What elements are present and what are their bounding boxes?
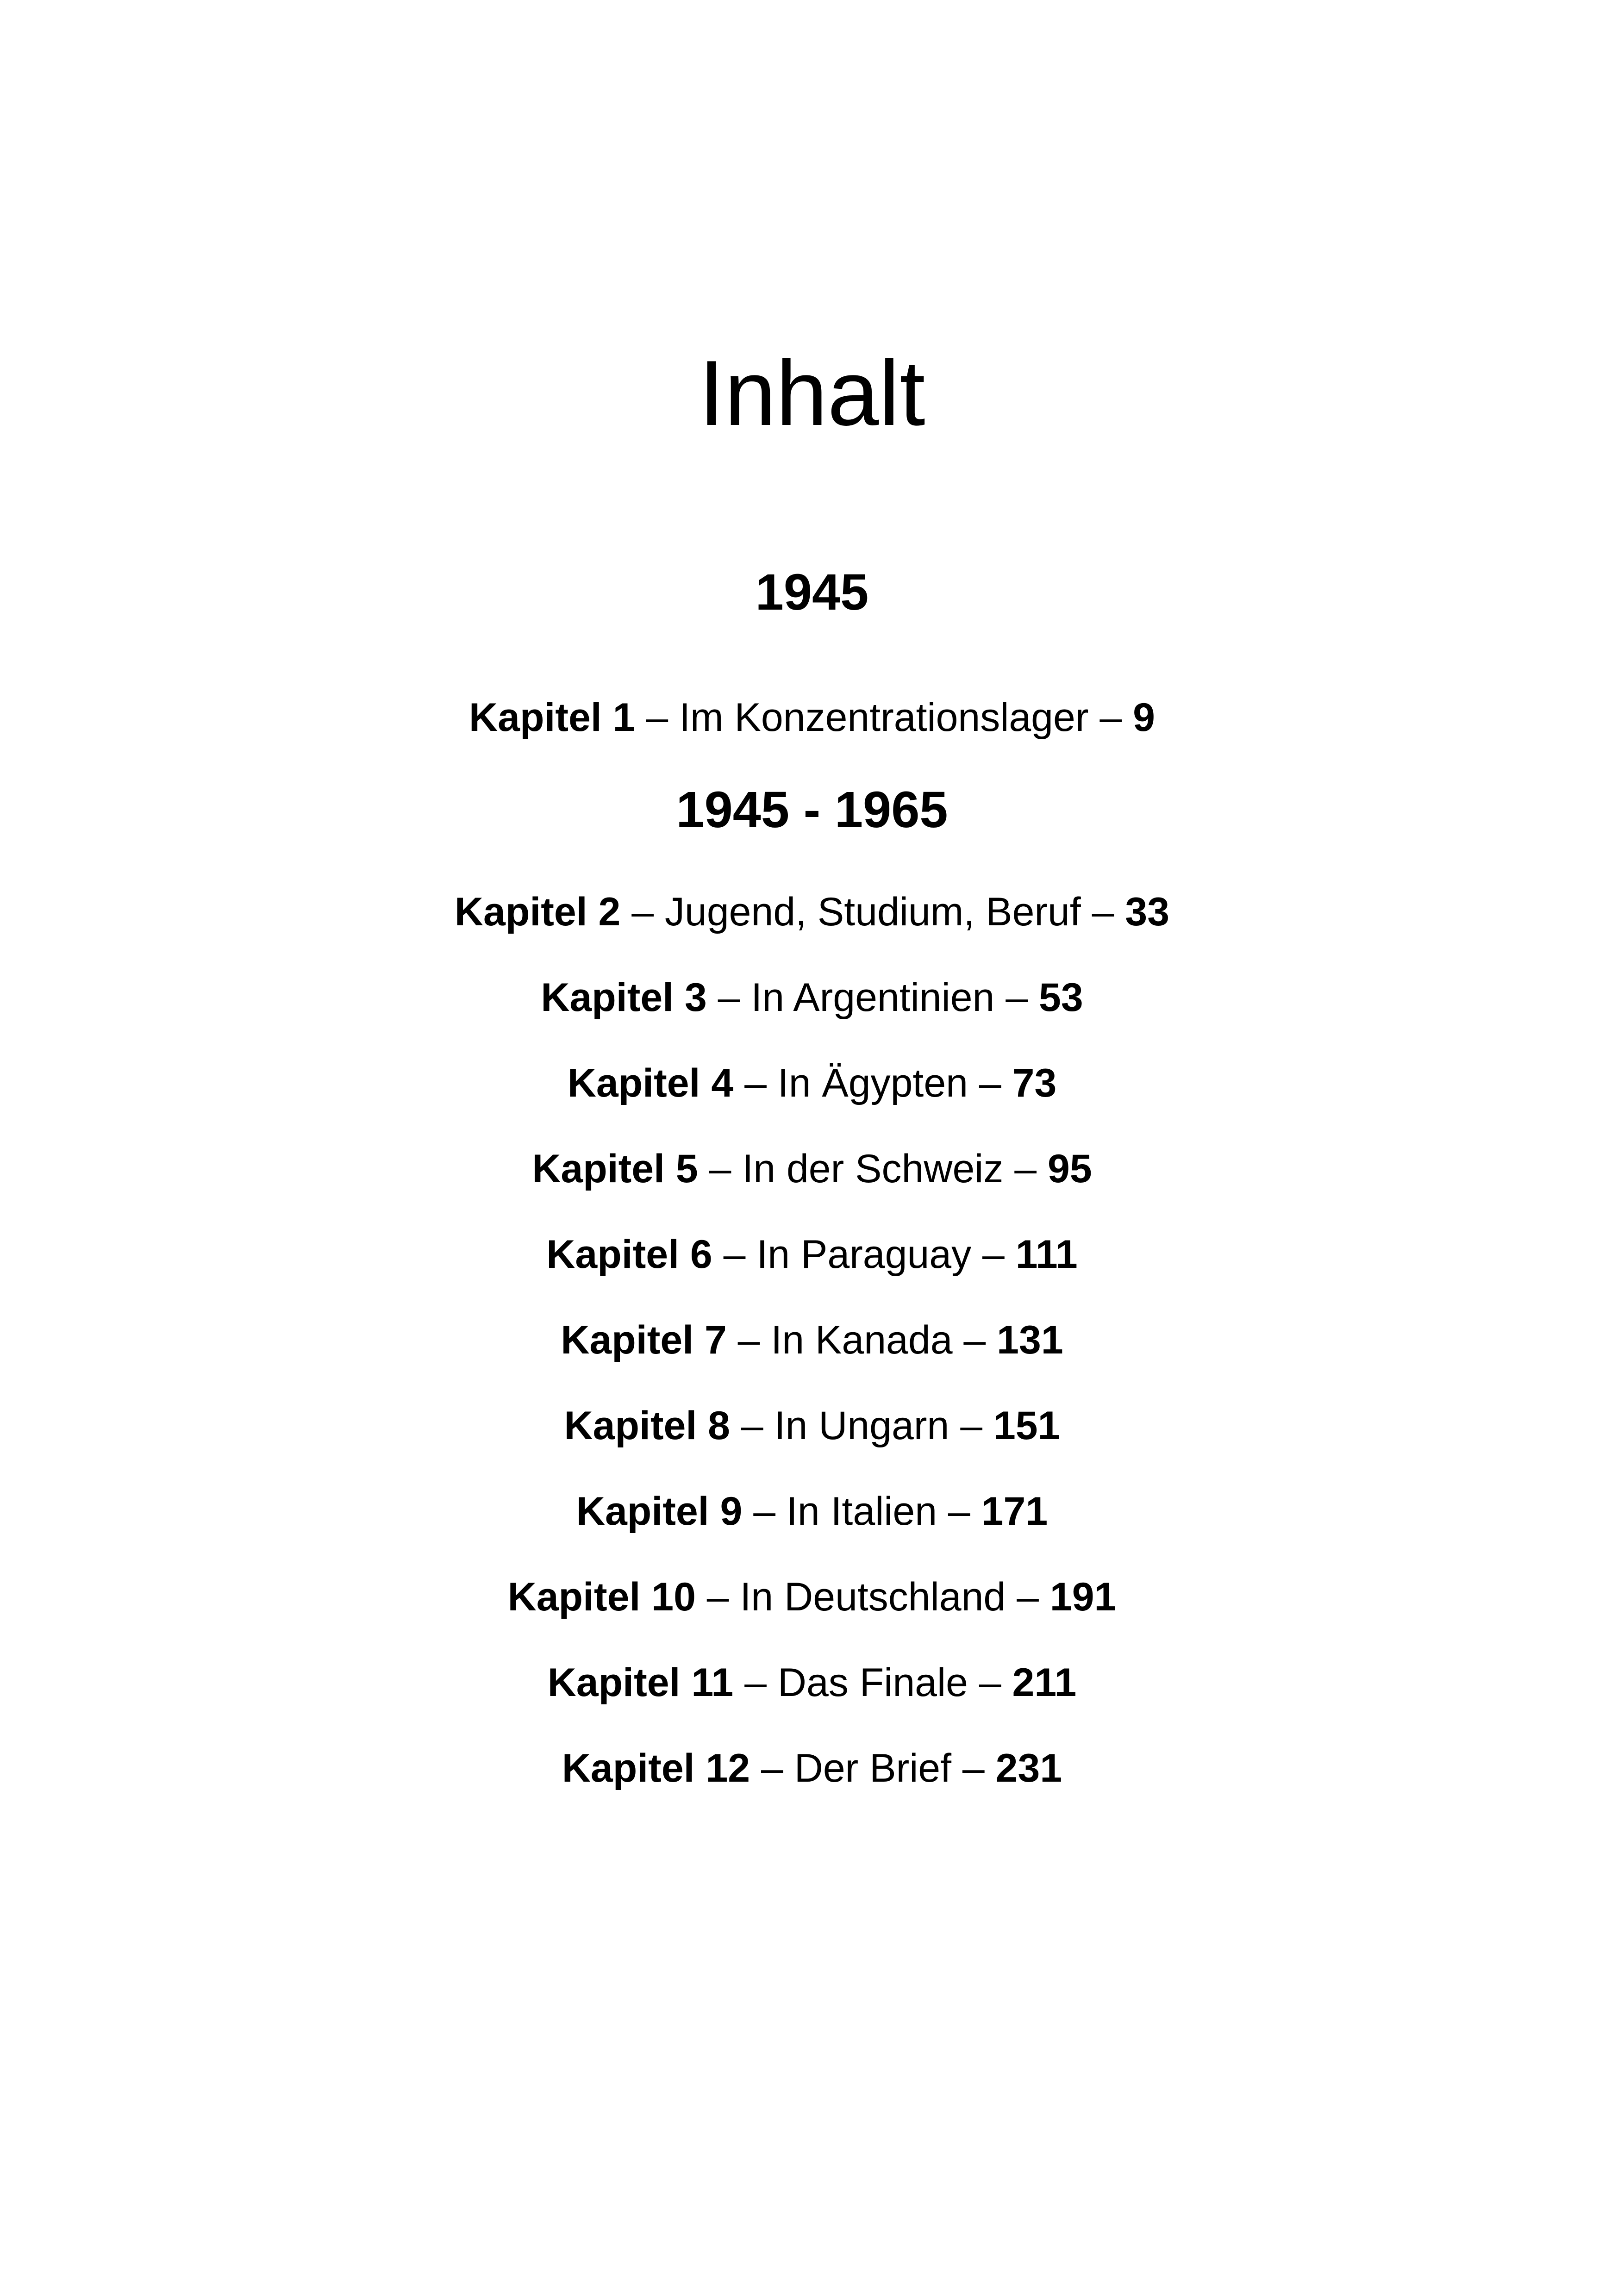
separator: –: [706, 975, 751, 1020]
separator: –: [695, 1575, 740, 1619]
page-number: 211: [1012, 1660, 1077, 1705]
toc-entry: [0, 1060, 1624, 1106]
chapter-label: Kapitel 3: [541, 975, 707, 1020]
section-heading: 1945: [755, 564, 869, 621]
separator: –: [971, 1232, 1016, 1277]
separator: –: [968, 1660, 1012, 1705]
toc-entry: [0, 889, 1624, 935]
separator: –: [733, 1660, 778, 1705]
toc-entry: [0, 1317, 1624, 1363]
chapter-label: Kapitel 6: [546, 1232, 712, 1277]
separator: –: [937, 1489, 981, 1534]
chapter-label: Kapitel 7: [561, 1318, 727, 1362]
chapter-label: Kapitel 4: [567, 1061, 734, 1105]
chapter-title: In Argentinien: [751, 975, 995, 1020]
separator: –: [1088, 695, 1133, 740]
toc-entry: [0, 1574, 1624, 1620]
separator: –: [712, 1232, 757, 1277]
separator: –: [994, 975, 1039, 1020]
toc-entry: [0, 1659, 1624, 1706]
chapter-title: In Deutschland: [740, 1575, 1006, 1619]
separator: –: [1006, 1575, 1050, 1619]
chapter-title: Im Konzentrationslager: [679, 695, 1089, 740]
chapter-label: Kapitel 11: [547, 1660, 734, 1705]
separator: –: [1003, 1147, 1048, 1191]
separator: –: [952, 1318, 997, 1362]
separator: –: [620, 890, 665, 934]
chapter-label: Kapitel 8: [564, 1403, 730, 1448]
toc-entry: [0, 974, 1624, 1021]
separator: –: [951, 1746, 996, 1790]
page-number: 9: [1133, 695, 1155, 740]
chapter-title: In Ägypten: [777, 1061, 968, 1105]
chapter-title: Jugend, Studium, Beruf: [665, 890, 1081, 934]
chapter-label: Kapitel 1: [469, 695, 635, 740]
chapter-title: In der Schweiz: [742, 1147, 1004, 1191]
separator: –: [750, 1746, 794, 1790]
page-number: 131: [997, 1318, 1063, 1362]
chapter-label: Kapitel 12: [562, 1746, 750, 1790]
page-number: 111: [1015, 1232, 1078, 1277]
toc-entry: [0, 1403, 1624, 1449]
chapter-title: In Italien: [786, 1489, 937, 1534]
separator: –: [968, 1061, 1012, 1105]
page-number: 151: [993, 1403, 1060, 1448]
page-number: 95: [1048, 1147, 1092, 1191]
chapter-label: Kapitel 9: [576, 1489, 743, 1534]
chapter-label: Kapitel 2: [454, 890, 621, 934]
chapter-title: In Ungarn: [774, 1403, 949, 1448]
chapter-title: Das Finale: [777, 1660, 968, 1705]
page-number: 231: [995, 1746, 1062, 1790]
toc-entry: [0, 694, 1624, 741]
chapter-label: Kapitel 10: [507, 1575, 696, 1619]
page-number: 171: [981, 1489, 1048, 1534]
chapter-title: In Paraguay: [756, 1232, 972, 1277]
chapter-title: Der Brief: [794, 1746, 952, 1790]
page-number: 191: [1049, 1575, 1117, 1619]
toc-entry: [0, 1231, 1624, 1278]
chapter-title: In Kanada: [771, 1318, 953, 1362]
toc-entry: [0, 1488, 1624, 1534]
separator: –: [733, 1061, 778, 1105]
separator: –: [742, 1489, 787, 1534]
section-heading: 1945 - 1965: [676, 781, 948, 838]
page-number: 53: [1038, 975, 1083, 1020]
separator: –: [1081, 890, 1125, 934]
page-title: Inhalt: [699, 342, 925, 445]
separator: –: [698, 1147, 743, 1191]
separator: –: [635, 695, 680, 740]
separator: –: [726, 1318, 771, 1362]
toc-entry: [0, 1745, 1624, 1791]
page-number: 73: [1012, 1061, 1057, 1105]
chapter-label: Kapitel 5: [532, 1147, 698, 1191]
toc-entry: [0, 1146, 1624, 1192]
separator: –: [949, 1403, 993, 1448]
page-number: 33: [1125, 890, 1170, 934]
separator: –: [730, 1403, 775, 1448]
